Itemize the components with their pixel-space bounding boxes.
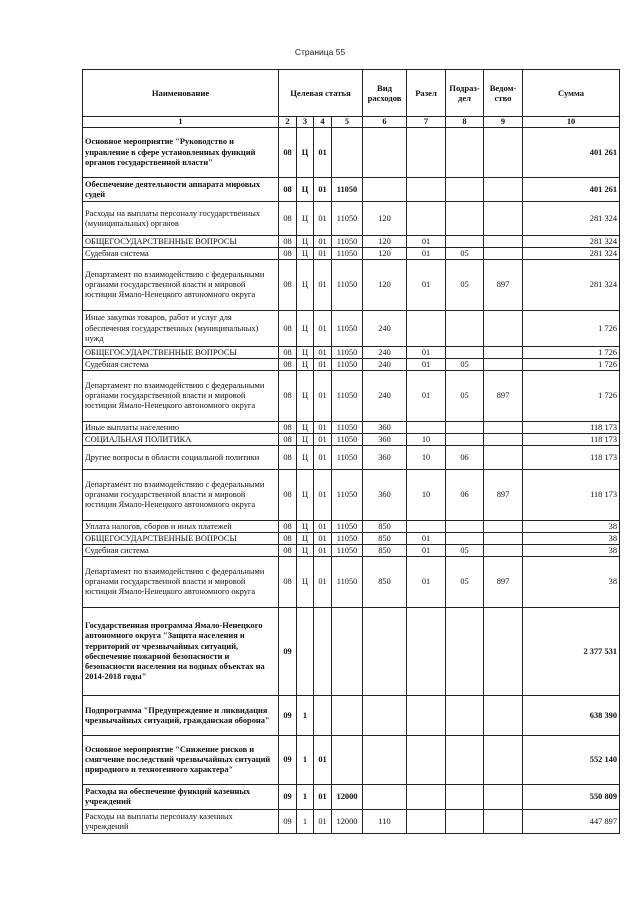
target-code-subprogram: Ц xyxy=(297,347,314,359)
target-code-subprogram: 1 xyxy=(297,785,314,810)
table-row xyxy=(83,311,620,347)
target-code-subprogram: Ц xyxy=(297,521,314,533)
subsection: 06 xyxy=(446,446,484,470)
department-code xyxy=(484,608,523,696)
expense-type: 360 xyxy=(363,446,407,470)
table-row xyxy=(83,202,620,236)
section xyxy=(407,608,446,696)
target-code-direction xyxy=(332,736,363,785)
target-code-subprogram: Ц xyxy=(297,470,314,521)
subsection xyxy=(446,178,484,202)
expense-type: 120 xyxy=(363,202,407,236)
section: 01 xyxy=(407,371,446,422)
target-code-direction: 11050 xyxy=(332,446,363,470)
amount: 401 261 xyxy=(523,128,620,178)
department-code xyxy=(484,359,523,371)
section xyxy=(407,311,446,347)
section xyxy=(407,785,446,810)
amount: 118 173 xyxy=(523,422,620,434)
header-target: Целевая статья xyxy=(279,70,363,117)
section: 01 xyxy=(407,359,446,371)
col-number: 4 xyxy=(314,117,332,128)
target-code-direction: 12000 xyxy=(332,810,363,834)
budget-table xyxy=(82,69,620,834)
target-code-program: 08 xyxy=(279,446,297,470)
target-code-direction: 11050 xyxy=(332,248,363,260)
department-code xyxy=(484,248,523,260)
amount: 638 390 xyxy=(523,696,620,736)
target-code-subprogram: Ц xyxy=(297,248,314,260)
amount: 281 324 xyxy=(523,202,620,236)
department-code: 897 xyxy=(484,260,523,311)
section: 01 xyxy=(407,236,446,248)
row-name: Основное мероприятие "Руководство и управление в сфере установленных функций органов государственной власти" xyxy=(83,128,279,178)
target-code-subprogram: Ц xyxy=(297,446,314,470)
department-code xyxy=(484,434,523,446)
header-name: Наименование xyxy=(83,70,279,117)
target-code-subprogram: Ц xyxy=(297,311,314,347)
target-code-direction: 11050 xyxy=(332,470,363,521)
target-code-program: 08 xyxy=(279,260,297,311)
section: 01 xyxy=(407,248,446,260)
amount: 447 897 xyxy=(523,810,620,834)
header-vid: Вид расходов xyxy=(363,70,407,117)
target-code-program: 08 xyxy=(279,545,297,557)
col-number: 1 xyxy=(83,117,279,128)
table-row xyxy=(83,533,620,545)
target-code-direction: 11050 xyxy=(332,311,363,347)
target-code-subprogram: Ц xyxy=(297,533,314,545)
subsection: 05 xyxy=(446,260,484,311)
col-number: 9 xyxy=(484,117,523,128)
table-row xyxy=(83,521,620,533)
expense-type xyxy=(363,128,407,178)
target-code-program: 08 xyxy=(279,521,297,533)
amount: 38 xyxy=(523,533,620,545)
target-code-program: 08 xyxy=(279,347,297,359)
department-code xyxy=(484,545,523,557)
target-code-event: 01 xyxy=(314,810,332,834)
target-code-direction: 11050 xyxy=(332,359,363,371)
table-row xyxy=(83,434,620,446)
expense-type: 240 xyxy=(363,359,407,371)
table-row xyxy=(83,359,620,371)
target-code-event: 01 xyxy=(314,178,332,202)
department-code xyxy=(484,178,523,202)
section: 10 xyxy=(407,470,446,521)
target-code-event: 01 xyxy=(314,248,332,260)
target-code-direction: 11050 xyxy=(332,545,363,557)
amount: 118 173 xyxy=(523,470,620,521)
target-code-program: 08 xyxy=(279,202,297,236)
subsection: 05 xyxy=(446,557,484,608)
target-code-direction: 11050 xyxy=(332,422,363,434)
amount: 550 809 xyxy=(523,785,620,810)
target-code-subprogram xyxy=(297,608,314,696)
section: 10 xyxy=(407,434,446,446)
target-code-event xyxy=(314,696,332,736)
table-row xyxy=(83,128,620,178)
table-row xyxy=(83,608,620,696)
expense-type: 360 xyxy=(363,434,407,446)
target-code-program: 09 xyxy=(279,785,297,810)
amount: 552 140 xyxy=(523,736,620,785)
expense-type: 850 xyxy=(363,557,407,608)
target-code-program: 08 xyxy=(279,557,297,608)
target-code-direction xyxy=(332,128,363,178)
section: 01 xyxy=(407,260,446,311)
row-name: Уплата налогов, сборов и иных платежей xyxy=(83,521,279,533)
target-code-subprogram: Ц xyxy=(297,359,314,371)
table-row xyxy=(83,736,620,785)
target-code-direction: 11050 xyxy=(332,533,363,545)
target-code-subprogram: Ц xyxy=(297,371,314,422)
target-code-direction: 11050 xyxy=(332,178,363,202)
amount: 1 726 xyxy=(523,347,620,359)
target-code-event: 01 xyxy=(314,359,332,371)
target-code-direction: 11050 xyxy=(332,521,363,533)
target-code-program: 08 xyxy=(279,371,297,422)
amount: 118 173 xyxy=(523,446,620,470)
header-vedomstvo: Ведом-ство xyxy=(484,70,523,117)
expense-type: 120 xyxy=(363,260,407,311)
subsection xyxy=(446,736,484,785)
subsection xyxy=(446,533,484,545)
expense-type xyxy=(363,178,407,202)
subsection xyxy=(446,347,484,359)
target-code-program: 09 xyxy=(279,736,297,785)
table-row xyxy=(83,446,620,470)
amount: 401 261 xyxy=(523,178,620,202)
target-code-event: 01 xyxy=(314,545,332,557)
target-code-event: 01 xyxy=(314,236,332,248)
subsection xyxy=(446,785,484,810)
row-name: Подпрограмма "Предупреждение и ликвидация чрезвычайных ситуаций, гражданская оборона" xyxy=(83,696,279,736)
subsection xyxy=(446,434,484,446)
row-name: ОБЩЕГОСУДАРСТВЕННЫЕ ВОПРОСЫ xyxy=(83,533,279,545)
expense-type: 850 xyxy=(363,545,407,557)
expense-type: 240 xyxy=(363,371,407,422)
section xyxy=(407,178,446,202)
target-code-program: 08 xyxy=(279,178,297,202)
target-code-direction xyxy=(332,608,363,696)
table-row xyxy=(83,178,620,202)
expense-type: 850 xyxy=(363,521,407,533)
target-code-direction: 11050 xyxy=(332,236,363,248)
expense-type: 360 xyxy=(363,470,407,521)
target-code-subprogram: Ц xyxy=(297,422,314,434)
department-code xyxy=(484,236,523,248)
section: 10 xyxy=(407,446,446,470)
subsection xyxy=(446,236,484,248)
department-code: 897 xyxy=(484,470,523,521)
target-code-subprogram: Ц xyxy=(297,128,314,178)
subsection: 05 xyxy=(446,545,484,557)
table-row xyxy=(83,260,620,311)
table-row xyxy=(83,422,620,434)
table-body xyxy=(83,128,620,834)
target-code-direction: 11050 xyxy=(332,371,363,422)
target-code-event: 01 xyxy=(314,736,332,785)
target-code-event: 01 xyxy=(314,347,332,359)
table-row xyxy=(83,347,620,359)
table-row xyxy=(83,470,620,521)
target-code-direction: 11050 xyxy=(332,202,363,236)
row-name: Основное мероприятие "Снижение рисков и смягчение последствий чрезвычайных ситуаций природного и техногенного характера" xyxy=(83,736,279,785)
subsection xyxy=(446,810,484,834)
section xyxy=(407,810,446,834)
target-code-event: 01 xyxy=(314,422,332,434)
row-name: ОБЩЕГОСУДАРСТВЕННЫЕ ВОПРОСЫ xyxy=(83,347,279,359)
section xyxy=(407,521,446,533)
expense-type: 240 xyxy=(363,311,407,347)
table-row xyxy=(83,696,620,736)
target-code-subprogram: 1 xyxy=(297,810,314,834)
target-code-event: 01 xyxy=(314,434,332,446)
target-code-event: 01 xyxy=(314,557,332,608)
row-name: Государственная программа Ямало-Ненецкого автономного округа "Защита населения и территорий от чрезвычайных ситуаций, обеспечение пожарной безопасности и безопасности населения на водных объектах на 2014-2018 годы" xyxy=(83,608,279,696)
department-code xyxy=(484,422,523,434)
subsection xyxy=(446,696,484,736)
target-code-event: 01 xyxy=(314,470,332,521)
section xyxy=(407,202,446,236)
col-number: 8 xyxy=(446,117,484,128)
target-code-subprogram: Ц xyxy=(297,260,314,311)
department-code: 897 xyxy=(484,557,523,608)
subsection: 05 xyxy=(446,371,484,422)
amount: 38 xyxy=(523,521,620,533)
target-code-subprogram: Ц xyxy=(297,236,314,248)
subsection xyxy=(446,311,484,347)
header-podrazdel: Подраз-дел xyxy=(446,70,484,117)
target-code-direction: 12000 xyxy=(332,785,363,810)
target-code-event: 01 xyxy=(314,202,332,236)
table-row xyxy=(83,785,620,810)
target-code-program: 08 xyxy=(279,533,297,545)
department-code: 897 xyxy=(484,371,523,422)
department-code xyxy=(484,347,523,359)
col-number: 10 xyxy=(523,117,620,128)
row-name: Расходы на выплаты персоналу государственных (муниципальных) органов xyxy=(83,202,279,236)
table-row xyxy=(83,545,620,557)
row-name: Судебная система xyxy=(83,545,279,557)
target-code-program: 08 xyxy=(279,470,297,521)
target-code-program: 08 xyxy=(279,311,297,347)
expense-type: 240 xyxy=(363,347,407,359)
col-number: 3 xyxy=(297,117,314,128)
row-name: Другие вопросы в области социальной политики xyxy=(83,446,279,470)
expense-type: 120 xyxy=(363,236,407,248)
row-name: Расходы на выплаты персоналу казенных учреждений xyxy=(83,810,279,834)
target-code-subprogram: Ц xyxy=(297,178,314,202)
section: 01 xyxy=(407,347,446,359)
target-code-event: 01 xyxy=(314,785,332,810)
row-name: Департамент по взаимодействию с федеральными органами государственной власти и мировой юстиции Ямало-Ненецкого автономного округа xyxy=(83,260,279,311)
subsection xyxy=(446,422,484,434)
department-code xyxy=(484,696,523,736)
row-name: Департамент по взаимодействию с федеральными органами государственной власти и мировой юстиции Ямало-Ненецкого автономного округа xyxy=(83,470,279,521)
amount: 281 324 xyxy=(523,236,620,248)
section: 01 xyxy=(407,533,446,545)
row-name: ОБЩЕГОСУДАРСТВЕННЫЕ ВОПРОСЫ xyxy=(83,236,279,248)
amount: 281 324 xyxy=(523,248,620,260)
department-code xyxy=(484,521,523,533)
target-code-subprogram: 1 xyxy=(297,736,314,785)
subsection xyxy=(446,128,484,178)
target-code-program: 09 xyxy=(279,608,297,696)
section xyxy=(407,696,446,736)
col-number: 6 xyxy=(363,117,407,128)
section: 01 xyxy=(407,545,446,557)
table-row xyxy=(83,236,620,248)
header-row xyxy=(83,70,620,117)
subsection: 05 xyxy=(446,248,484,260)
target-code-subprogram: Ц xyxy=(297,202,314,236)
target-code-subprogram: Ц xyxy=(297,545,314,557)
department-code xyxy=(484,202,523,236)
expense-type xyxy=(363,696,407,736)
section: 01 xyxy=(407,557,446,608)
amount: 38 xyxy=(523,545,620,557)
amount: 281 324 xyxy=(523,260,620,311)
expense-type: 120 xyxy=(363,248,407,260)
row-name: Иные закупки товаров, работ и услуг для обеспечения государственных (муниципальных) нужд xyxy=(83,311,279,347)
target-code-event xyxy=(314,608,332,696)
row-name: Иные выплаты населению xyxy=(83,422,279,434)
expense-type xyxy=(363,608,407,696)
row-name: Судебная система xyxy=(83,359,279,371)
target-code-event: 01 xyxy=(314,311,332,347)
section xyxy=(407,128,446,178)
table-row xyxy=(83,248,620,260)
header-razdel: Разел xyxy=(407,70,446,117)
amount: 1 726 xyxy=(523,311,620,347)
target-code-program: 08 xyxy=(279,128,297,178)
target-code-event: 01 xyxy=(314,371,332,422)
subsection xyxy=(446,608,484,696)
subsection: 06 xyxy=(446,470,484,521)
col-number: 5 xyxy=(332,117,363,128)
section xyxy=(407,736,446,785)
expense-type: 110 xyxy=(363,810,407,834)
page-label: Страница 55 xyxy=(294,47,346,57)
expense-type: 360 xyxy=(363,422,407,434)
row-name: Расходы на обеспечение функций казенных учреждений xyxy=(83,785,279,810)
department-code xyxy=(484,128,523,178)
row-name: Департамент по взаимодействию с федеральными органами государственной власти и мировой юстиции Ямало-Ненецкого автономного округа xyxy=(83,371,279,422)
department-code xyxy=(484,810,523,834)
amount: 2 377 531 xyxy=(523,608,620,696)
amount: 38 xyxy=(523,557,620,608)
target-code-direction: 11050 xyxy=(332,434,363,446)
amount: 1 726 xyxy=(523,359,620,371)
target-code-event: 01 xyxy=(314,533,332,545)
target-code-subprogram: Ц xyxy=(297,557,314,608)
row-name: Департамент по взаимодействию с федеральными органами государственной власти и мировой юстиции Ямало-Ненецкого автономного округа xyxy=(83,557,279,608)
subsection xyxy=(446,202,484,236)
target-code-direction xyxy=(332,696,363,736)
target-code-direction: 11050 xyxy=(332,260,363,311)
expense-type xyxy=(363,785,407,810)
row-name: Обеспечение деятельности аппарата мировых судей xyxy=(83,178,279,202)
subsection xyxy=(446,521,484,533)
row-name: Судебная система xyxy=(83,248,279,260)
amount: 118 173 xyxy=(523,434,620,446)
subsection: 05 xyxy=(446,359,484,371)
table-row xyxy=(83,810,620,834)
target-code-program: 08 xyxy=(279,236,297,248)
department-code xyxy=(484,533,523,545)
amount: 1 726 xyxy=(523,371,620,422)
target-code-program: 08 xyxy=(279,359,297,371)
department-code xyxy=(484,446,523,470)
target-code-event: 01 xyxy=(314,446,332,470)
row-name: СОЦИАЛЬНАЯ ПОЛИТИКА xyxy=(83,434,279,446)
table-row xyxy=(83,557,620,608)
header-summa: Сумма xyxy=(523,70,620,117)
target-code-subprogram: 1 xyxy=(297,696,314,736)
target-code-program: 08 xyxy=(279,434,297,446)
target-code-program: 08 xyxy=(279,248,297,260)
column-numbers-row xyxy=(83,117,620,128)
target-code-event: 01 xyxy=(314,260,332,311)
department-code xyxy=(484,311,523,347)
expense-type xyxy=(363,736,407,785)
col-number: 2 xyxy=(279,117,297,128)
target-code-direction: 11050 xyxy=(332,347,363,359)
section xyxy=(407,422,446,434)
target-code-program: 08 xyxy=(279,422,297,434)
col-number: 7 xyxy=(407,117,446,128)
target-code-subprogram: Ц xyxy=(297,434,314,446)
target-code-event: 01 xyxy=(314,128,332,178)
target-code-program: 09 xyxy=(279,810,297,834)
table-row xyxy=(83,371,620,422)
department-code xyxy=(484,736,523,785)
expense-type: 850 xyxy=(363,533,407,545)
target-code-event: 01 xyxy=(314,521,332,533)
department-code xyxy=(484,785,523,810)
target-code-direction: 11050 xyxy=(332,557,363,608)
target-code-program: 09 xyxy=(279,696,297,736)
